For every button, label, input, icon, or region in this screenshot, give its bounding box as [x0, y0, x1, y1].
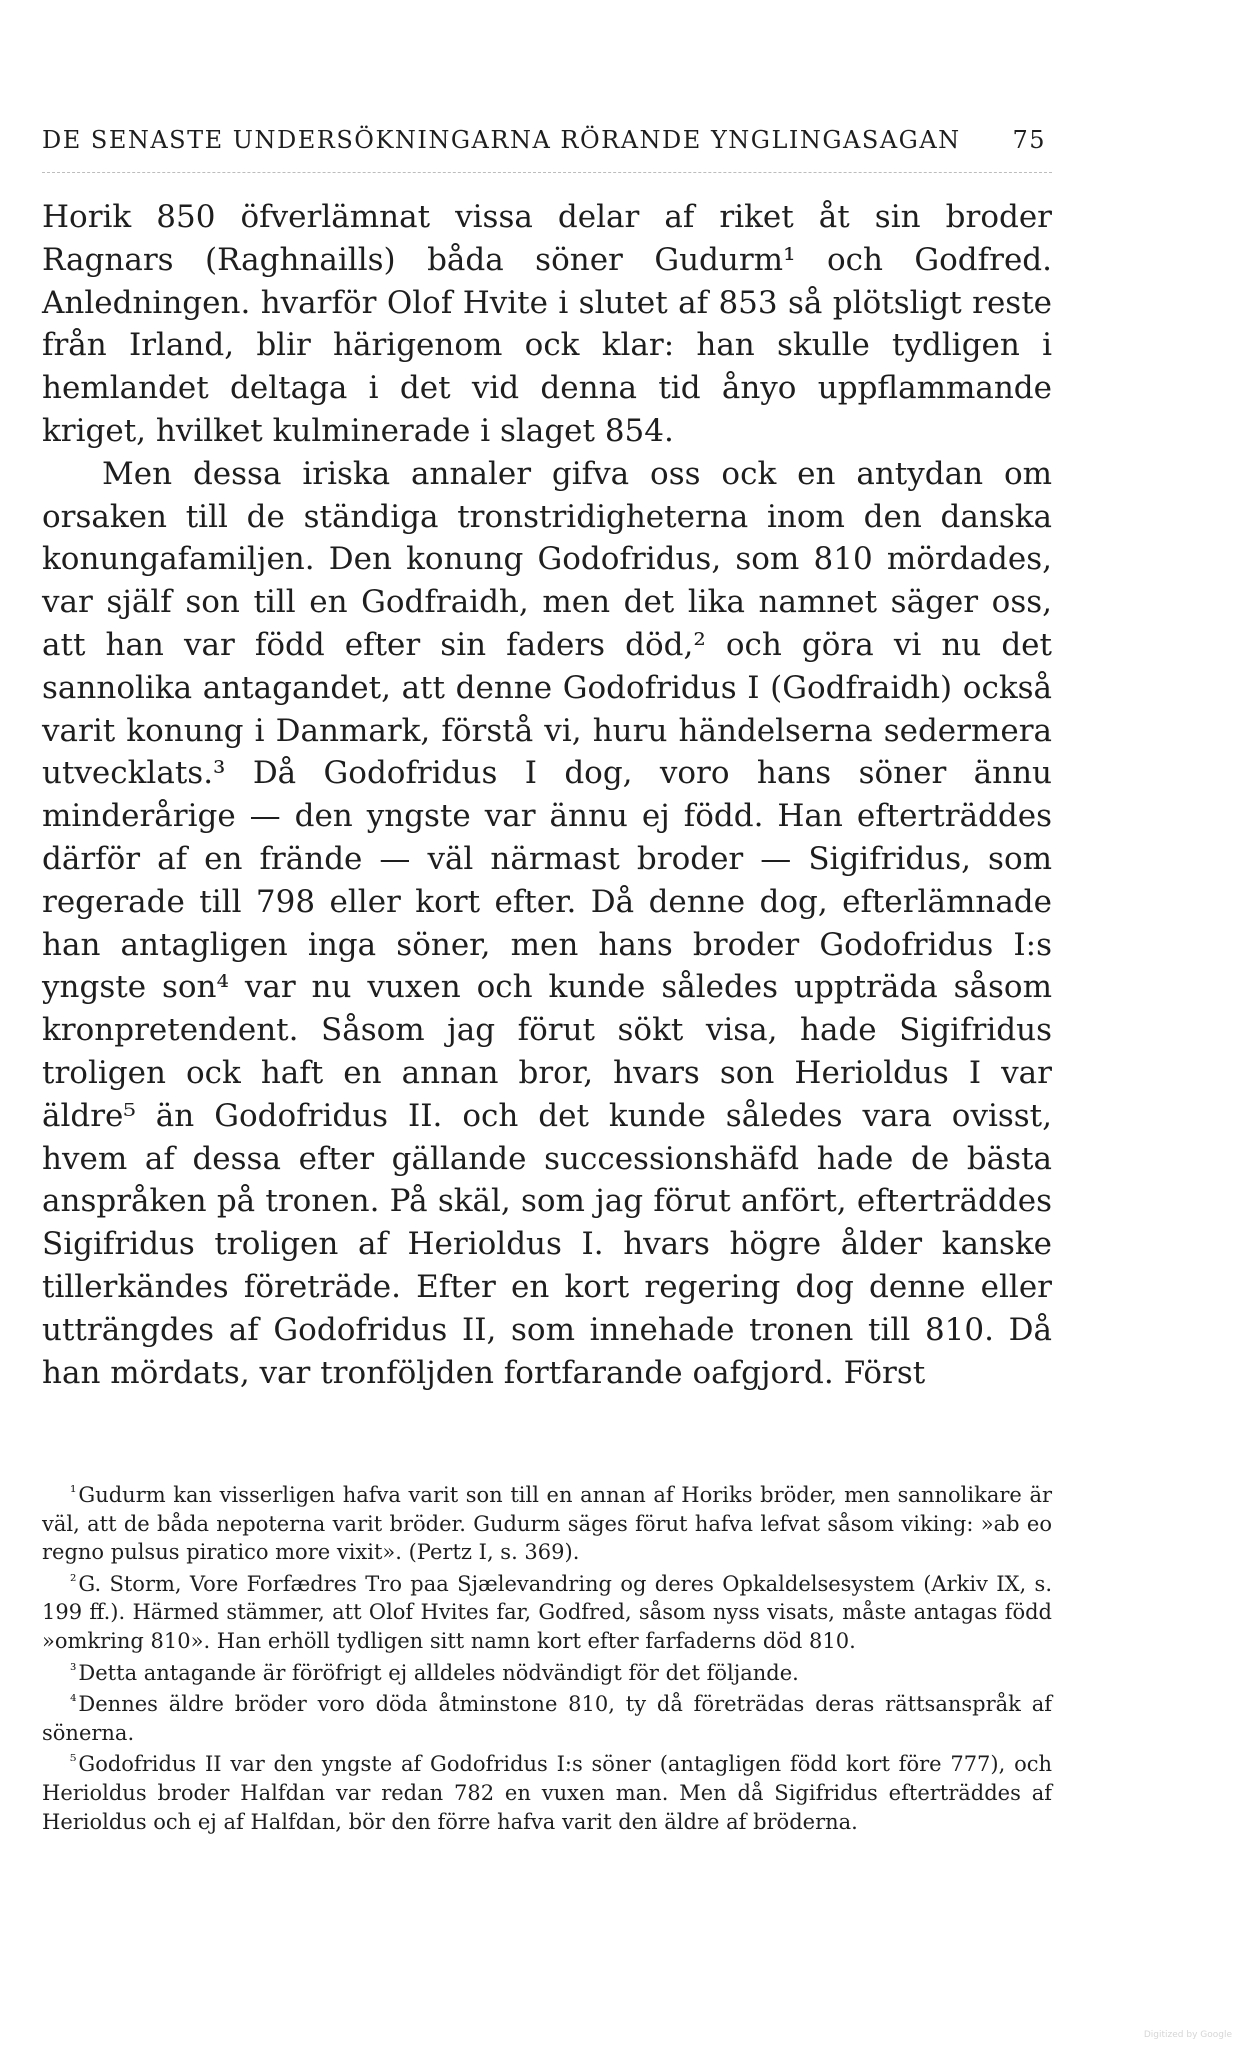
- footnote-4: [42, 1687, 1052, 1747]
- footnote-text: Dennes äldre bröder voro döda åtminstone 810, ty då företrädas deras rättsanspråk af sönerna.: [42, 1692, 1052, 1745]
- digitization-watermark: Digitized by Google: [1143, 2030, 1232, 2040]
- header-rule: [42, 172, 1052, 173]
- footnote-3: [42, 1656, 1052, 1688]
- body-text: [42, 196, 1052, 1394]
- footnote-mark: ⁴: [70, 1691, 77, 1711]
- footnote-text: Godofridus II var den yngste af Godofridus I:s söner (antagligen född kort före 777), och Herioldus broder Halfdan var redan 782 en vuxen man. Men då Sigifridus efterträddes af Herioldus och ej af Halfdan, bör den förre hafva varit den äldre af bröderna.: [42, 1752, 1052, 1834]
- page-number: 75: [1012, 126, 1046, 154]
- document-page: [42, 0, 1052, 2050]
- running-title: DE SENASTE UNDERSÖKNINGARNA RÖRANDE YNGLINGASAGAN: [42, 126, 961, 154]
- footnote-1: [42, 1478, 1052, 1567]
- running-header: [42, 126, 1052, 162]
- footnote-mark: ¹: [70, 1482, 77, 1501]
- footnote-mark: ²: [70, 1570, 77, 1590]
- footnote-2: [42, 1567, 1052, 1656]
- footnote-text: Gudurm kan visserligen hafva varit son till en annan af Horiks bröder, men sannolikare är väl, att de båda nepoterna varit bröder. Gudurm säges förut hafva lefvat såsom viking: »ab eo regno pulsus piratico more vixit». (Pertz I, s. 369).: [42, 1483, 1052, 1565]
- footnotes: [42, 1478, 1052, 1836]
- paragraph-1: Horik 850 öfverlämnat vissa delar af riket åt sin broder Ragnars (Raghnaills) båda söner Gudurm¹ och Godfred. Anledningen. hvarför Olof Hvite i slutet af 853 så plötsligt reste från Irland, blir härigenom ock klar: han skulle tydligen i hemlandet deltaga i det vid denna tid ånyo uppflammande kriget, hvilket kulminerade i slaget 854.: [42, 199, 1052, 449]
- footnote-text: G. Storm, Vore Forfædres Tro paa Sjælevandring og deres Opkaldelsesystem (Arkiv IX, s. 199 ff.). Härmed stämmer, att Olof Hvites far, Godfred, såsom nyss visats, måste antagas född »omkring 810». Han erhöll tydligen sitt namn kort efter farfaderns död 810.: [42, 1571, 1052, 1653]
- footnote-5: [42, 1747, 1052, 1836]
- footnote-mark: ⁵: [70, 1751, 77, 1771]
- footnote-text: Detta antagande är föröfrigt ej alldeles nödvändigt för det följande.: [78, 1660, 799, 1685]
- footnote-mark: ³: [70, 1659, 77, 1679]
- paragraph-2: Men dessa iriska annaler gifva oss ock en antydan om orsaken till de ständiga tronstridigheterna inom den danska konungafamiljen. Den konung Godofridus, som 810 mördades, var själf son till en Godfraidh, men det lika namnet säger oss, att han var född efter sin faders död,² och göra vi nu det sannolika antagandet, att denne Godofridus I (Godfraidh) också varit konung i Danmark, förstå vi, huru händelserna sedermera utvecklats.³ Då Godofridus I dog, voro hans söner ännu minderårige — den yngste var ännu ej född. Han efterträddes därför af en frände — väl närmast broder — Sigifridus, som regerade till 798 eller kort efter. Då denne dog, efterlämnade han antagligen inga söner, men hans broder Godofridus I:s yngste son⁴ var nu vuxen och kunde således uppträda såsom kronpretendent. Såsom jag förut sökt visa, hade Sigifridus troligen ock haft en annan bror, hvars son Herioldus I var äldre⁵ än Godofridus II. och det kunde således vara ovisst, hvem af dessa efter gällande successionshäfd hade de bästa anspråken på tronen. På skäl, som jag förut anfört, efterträddes Sigifridus troligen af Herioldus I. hvars högre ålder kanske tillerkändes företräde. Efter en kort regering dog denne eller utträngdes af Godofridus II, som innehade tronen till 810. Då han mördats, var tronföljden fortfarande oafgjord. Först: [42, 455, 1052, 1391]
